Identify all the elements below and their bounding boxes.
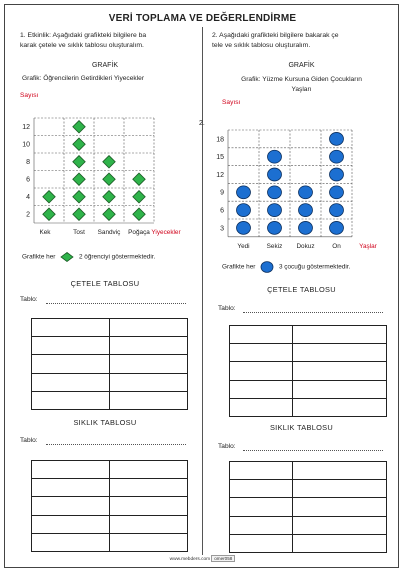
right-cetele-table	[229, 325, 387, 417]
category-label: Poğaça	[128, 229, 150, 236]
diamond-mark	[133, 191, 145, 203]
left-siklik-label: Tablo:	[20, 437, 38, 444]
left-cetele-label: Tablo:	[20, 296, 38, 303]
diamond-mark	[103, 191, 115, 203]
diamond-mark	[73, 156, 85, 168]
circle-icon	[260, 261, 274, 273]
column-divider	[202, 27, 203, 555]
circle-mark	[330, 150, 344, 163]
circle-mark	[237, 204, 251, 217]
circle-mark	[330, 204, 344, 217]
circle-mark	[299, 204, 313, 217]
left-legend	[22, 252, 155, 262]
right-cetele-label: Tablo:	[218, 305, 236, 312]
right-siklik-title-line	[243, 450, 383, 451]
y-tick-label: 2	[26, 211, 30, 219]
right-graph-title	[204, 75, 399, 95]
right-cetele-title-line	[243, 312, 383, 313]
page-title: VERİ TOPLAMA VE DEĞERLENDİRME	[108, 13, 297, 24]
diamond-mark	[73, 121, 85, 133]
y-tick-label: 3	[220, 225, 224, 233]
left-cetele-table	[31, 318, 188, 410]
right-graph-heading: GRAFİK	[288, 62, 315, 69]
y-tick-label: 6	[220, 207, 224, 215]
y-tick-label: 15	[216, 154, 224, 162]
category-label: Tost	[73, 229, 85, 236]
right-instruction-line1: 2. Aşağıdaki grafikteki bilgilere bakarak çe	[212, 32, 339, 39]
left-y-axis-label: Sayısı	[20, 92, 39, 99]
y-tick-label: 10	[22, 141, 30, 149]
right-siklik-heading: SIKLIK TABLOSU	[269, 423, 334, 432]
left-siklik-title-line	[46, 444, 186, 445]
circle-mark	[330, 132, 344, 145]
y-tick-label: 18	[216, 136, 224, 144]
footer-site: www.mebders.com	[169, 557, 211, 562]
diamond-icon	[60, 252, 74, 262]
circle-mark	[268, 204, 282, 217]
category-label: Sekiz	[266, 242, 283, 250]
right-instruction-line2: tele ve sıklık tablosu oluşturalım.	[212, 42, 311, 49]
diamond-mark	[103, 208, 115, 220]
right-graph-title-line1: Grafik: Yüzme Kursuna Giden Çocukların	[241, 76, 362, 83]
diamond-mark	[43, 191, 55, 203]
left-siklik-table	[31, 460, 188, 552]
diamond-mark	[43, 208, 55, 220]
left-instruction-line2: karak çetele ve sıklık tablosu oluşturalım.	[20, 42, 144, 49]
circle-mark	[330, 186, 344, 199]
circle-mark	[268, 221, 282, 234]
right-pictograph	[212, 106, 404, 254]
diamond-mark	[73, 208, 85, 220]
left-instruction	[20, 31, 200, 51]
right-cetele-heading: ÇETELE TABLOSU	[267, 285, 336, 294]
right-legend	[222, 261, 350, 273]
right-siklik-label: Tablo:	[218, 443, 236, 450]
diamond-mark	[73, 173, 85, 185]
circle-mark	[330, 168, 344, 181]
left-legend-prefix: Grafikte her	[22, 253, 56, 261]
y-tick-label: 6	[26, 176, 30, 184]
left-legend-suffix: 2 öğrenciyi göstermektedir.	[78, 253, 156, 261]
circle-mark	[237, 186, 251, 199]
diamond-mark	[103, 173, 115, 185]
right-instruction	[212, 31, 397, 51]
right-legend-prefix: Grafikte her	[222, 263, 256, 271]
diamond-mark	[133, 208, 145, 220]
x-axis-label: Yaşlar	[359, 242, 377, 250]
right-siklik-table	[229, 461, 387, 553]
circle-mark	[268, 168, 282, 181]
y-tick-label: 12	[22, 124, 30, 132]
right-stray-mark: 2.	[199, 120, 205, 127]
circle-mark	[268, 186, 282, 199]
diamond-mark	[73, 138, 85, 150]
y-tick-label: 8	[26, 159, 30, 167]
y-tick-label: 9	[220, 189, 224, 197]
category-label: Kek	[39, 229, 51, 236]
left-instruction-line1: 1. Etkinlik: Aşağıdaki grafikteki bilgilere ba	[20, 32, 147, 39]
category-label: Yedi	[237, 242, 250, 250]
category-label: Sandviç	[97, 229, 121, 236]
category-label: On	[332, 242, 341, 250]
right-legend-suffix: 3 çocuğu göstermektedir.	[278, 263, 351, 271]
left-graph-title: Grafik: Öğrencilerin Getirdikleri Yiyecekler	[22, 75, 145, 82]
diamond-mark	[133, 173, 145, 185]
circle-mark	[237, 221, 251, 234]
left-siklik-heading: SIKLIK TABLOSU	[73, 418, 137, 427]
left-pictograph	[12, 100, 202, 245]
circle-mark	[330, 221, 344, 234]
left-graph-heading: GRAFİK	[91, 62, 119, 69]
diamond-mark	[73, 191, 85, 203]
footer-badge: omer058	[211, 555, 235, 562]
left-cetele-heading: ÇETELE TABLOSU	[70, 279, 140, 288]
y-tick-label: 4	[26, 194, 30, 202]
right-graph-title-line2: Yaşları	[291, 86, 312, 93]
x-axis-label: Yiyecekler	[151, 229, 181, 236]
diamond-mark	[103, 156, 115, 168]
category-label: Dokuz	[296, 242, 315, 250]
right-y-axis-label: Sayısı	[222, 99, 241, 106]
circle-mark	[299, 221, 313, 234]
circle-mark	[268, 150, 282, 163]
circle-mark	[299, 186, 313, 199]
y-tick-label: 12	[216, 171, 224, 179]
footer	[0, 555, 405, 562]
left-cetele-title-line	[46, 303, 186, 304]
